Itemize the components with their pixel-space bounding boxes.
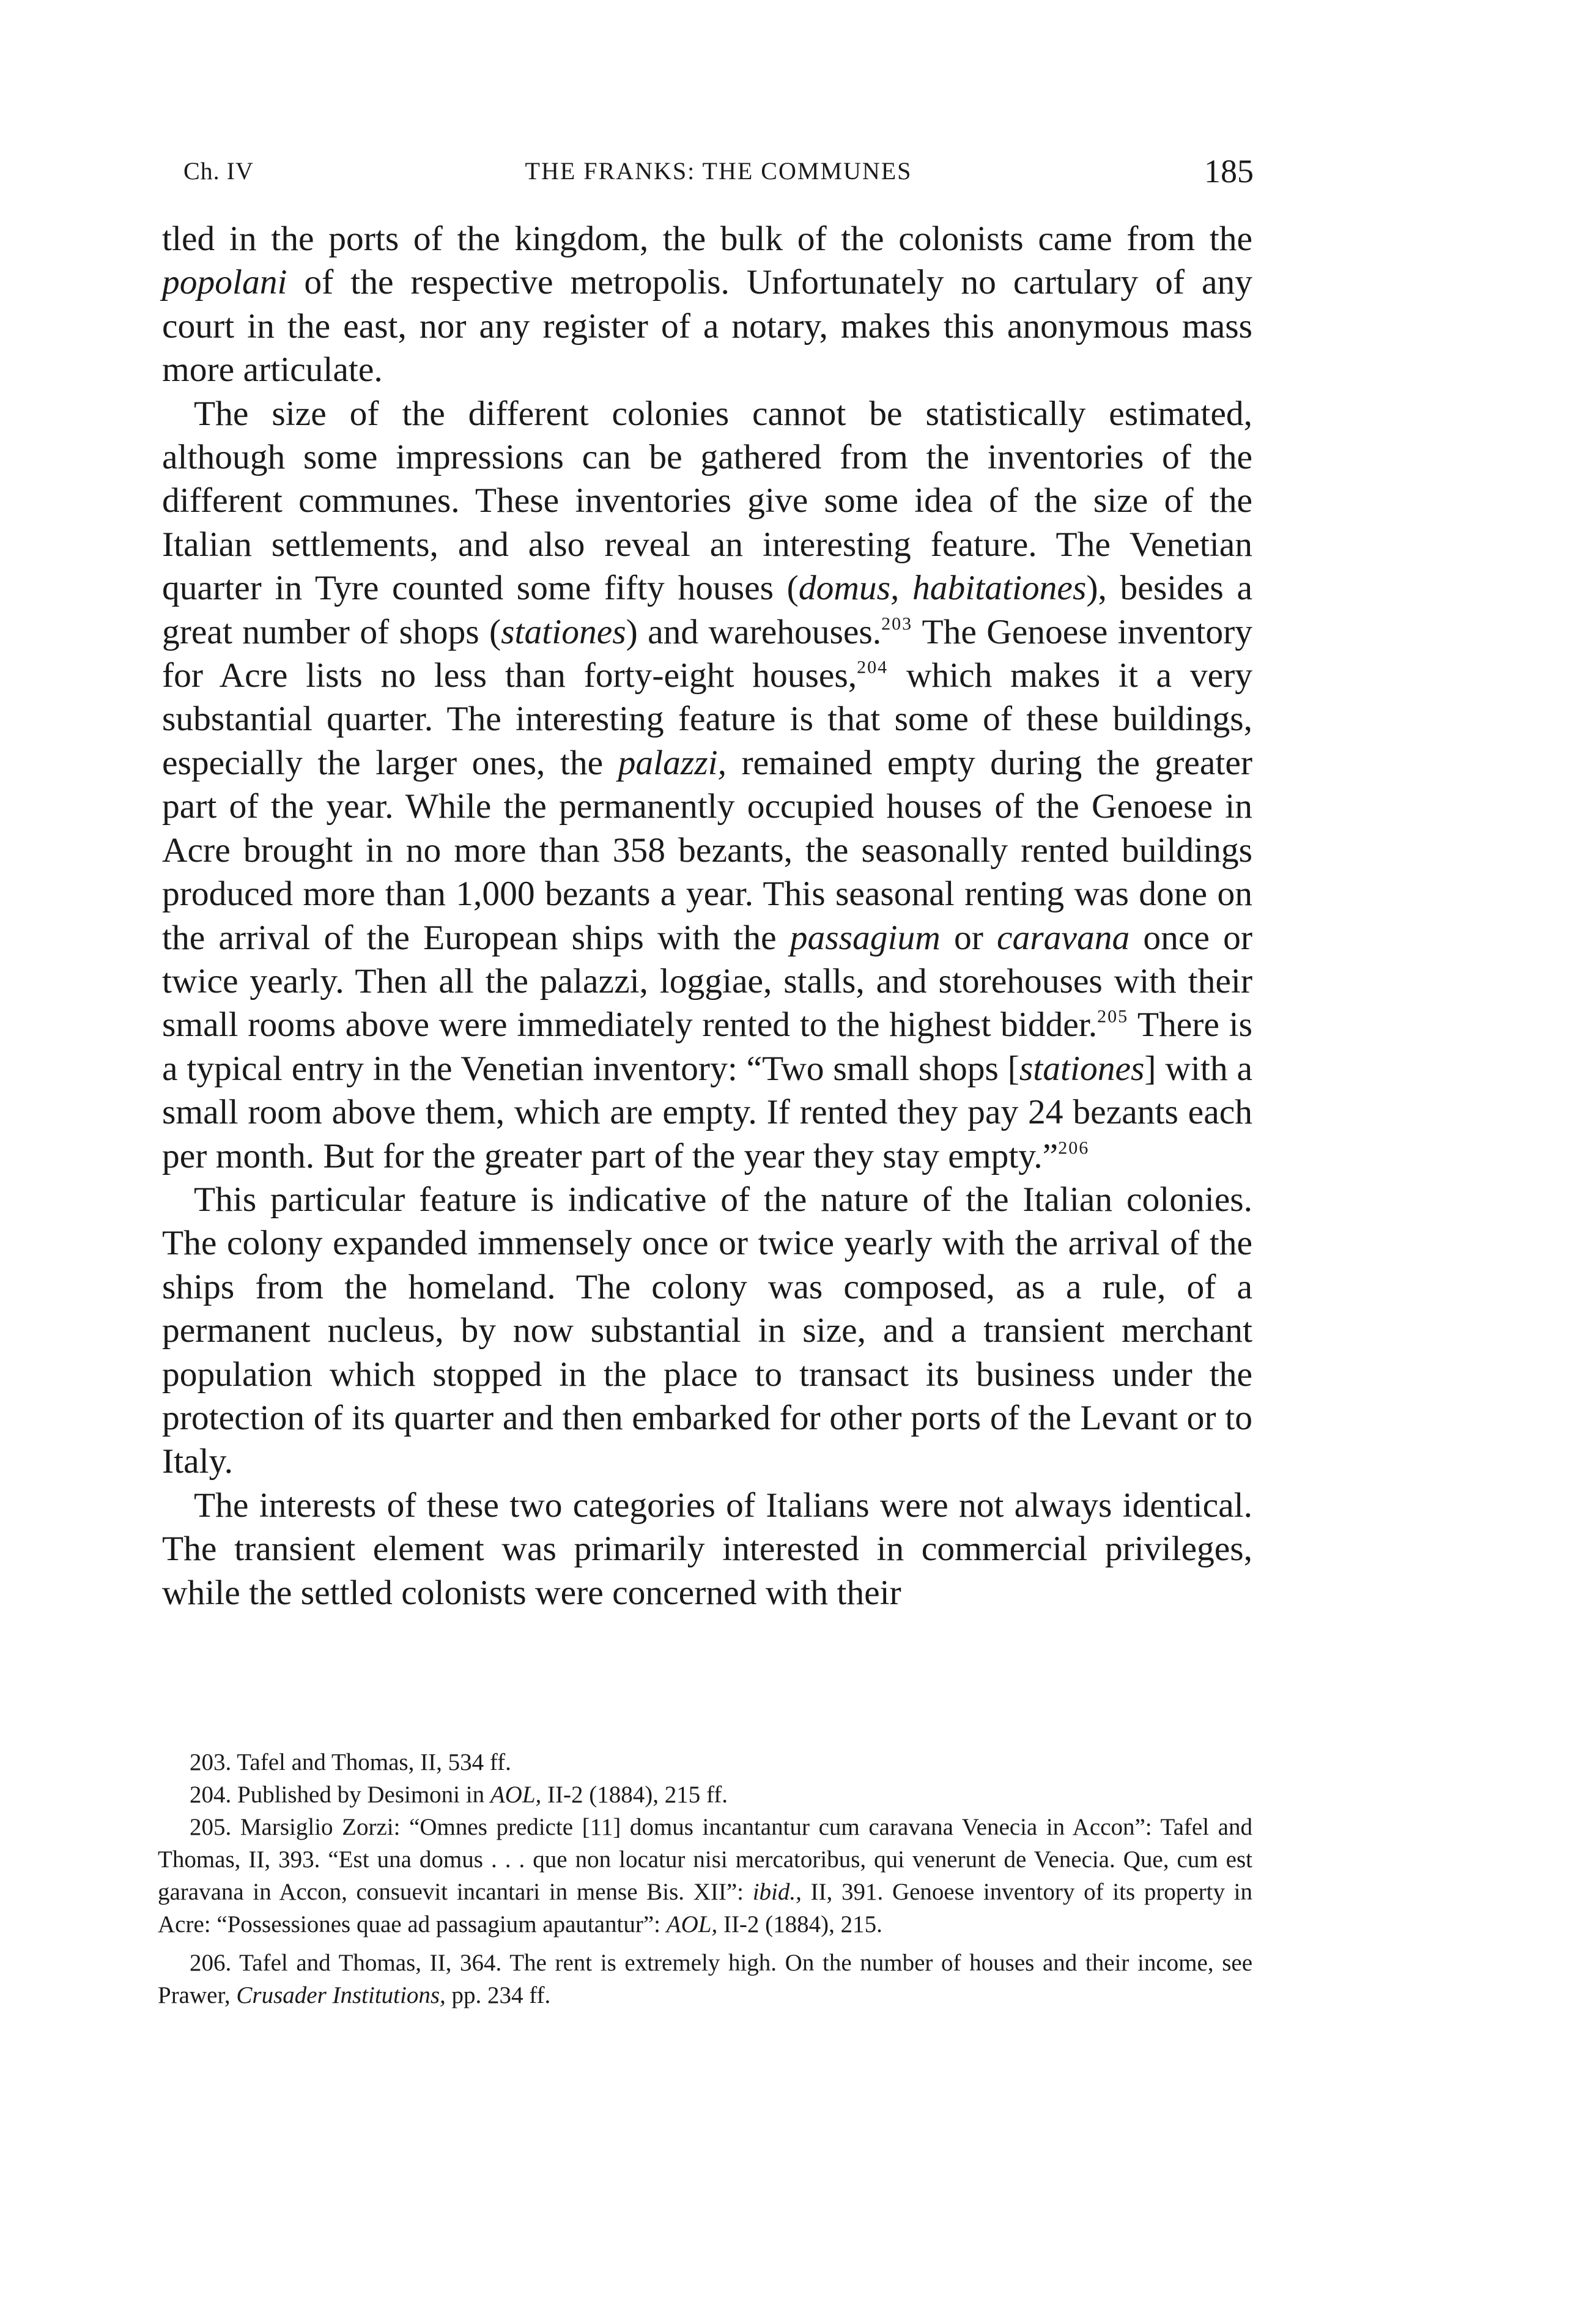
text-run: 203. Tafel and Thomas, II, 534 ff. xyxy=(190,1749,511,1775)
text-run: remained empty during the greater part of the year. While the permanently occupied houses of the Genoese in Acre brought in no more than 358 bezants, the seasonally rented buildings produced more than 1,000 bezants a year. This seasonal renting was done on the arrival of the European ships with the xyxy=(162,743,1252,957)
paragraph xyxy=(162,1178,1252,1484)
footnote-205 xyxy=(158,1811,1252,1941)
text-run: The interests of these two categories of Italians were not always identical. The transient element was primarily interested in commercial privileges, while the settled colonists were concerned with their xyxy=(162,1486,1252,1612)
italic-text: AOL, xyxy=(490,1782,542,1808)
text-run: 206. Tafel and Thomas, II, 364. The rent is extremely high. On the number of houses and their income, see Prawer, xyxy=(158,1950,1252,2008)
text-run: once or twice yearly. Then all the palazzi, loggiae, stalls, and storehouses with their small rooms above were immediately rented to the highest bidder. xyxy=(162,918,1252,1045)
italic-text: ibid., xyxy=(752,1879,802,1905)
text-run: of the respective metropolis. Unfortunately no cartulary of any court in the east, nor any register of a notary, makes this anonymous mass more articulate. xyxy=(162,263,1252,390)
text-run: pp. 234 ff. xyxy=(445,1982,551,2008)
footnotes xyxy=(158,1746,1252,2011)
body-text xyxy=(162,217,1252,1615)
footnote-ref: 206 xyxy=(1058,1138,1090,1158)
running-title: THE FRANKS: THE COMMUNES xyxy=(525,157,912,185)
text-run: 204. Published by Desimoni in xyxy=(190,1782,490,1808)
text-run: The size of the different colonies cannot be statistically estimated, although some impressions can be gathered from the inventories of the different communes. These inventories give some idea of the size of the Italian settlements, and also reveal an interesting feature. The Venetian quarter in Tyre counted some fifty houses ( xyxy=(162,394,1252,608)
paragraph xyxy=(162,392,1252,1178)
footnote-206 xyxy=(158,1947,1252,2011)
text-run: ) and warehouses. xyxy=(626,612,882,651)
text-run: This particular feature is indicative of the nature of the Italian colonies. The colony expanded immensely once or twice yearly with the arrival of the ships from the homeland. The colony was composed, as a rule, of a permanent nucleus, by now substantial in size, and a transient merchant population which stopped in the place to transact its business under the protection of its quarter and then embarked for other ports of the Levant or to Italy. xyxy=(162,1180,1252,1481)
running-head xyxy=(183,153,1254,190)
footnote-204 xyxy=(158,1778,1252,1811)
italic-text: stationes xyxy=(501,612,626,651)
text-run: ] with a small room above them, which are empty. If rented they pay 24 bezants each per month. But for the greater part of the year they stay empty.” xyxy=(162,1049,1252,1175)
text-run: tled in the ports of the kingdom, the bulk of the colonists came from the xyxy=(162,220,1252,258)
text-run: or xyxy=(940,918,997,957)
footnote-ref: 203 xyxy=(881,613,913,634)
text-run: which makes it a very substantial quarter. The interesting feature is that some of these buildings, especially the larger ones, the xyxy=(162,656,1252,782)
chapter-label: Ch. IV xyxy=(183,157,254,185)
italic-text: caravana xyxy=(997,918,1130,957)
paragraph xyxy=(162,217,1252,392)
italic-text: popolani xyxy=(162,263,287,302)
italic-text: Crusader Institutions, xyxy=(236,1982,446,2008)
italic-text: AOL, xyxy=(666,1911,718,1937)
italic-text: passagium xyxy=(789,918,941,957)
text-run: II-2 (1884), 215. xyxy=(717,1911,882,1937)
italic-text: domus, habitationes xyxy=(798,569,1087,608)
text-run: II-2 (1884), 215 ff. xyxy=(541,1782,728,1808)
text-run: ), besides a great number of shops ( xyxy=(162,569,1253,651)
text-run: There is a typical entry in the Venetian inventory: “Two small shops [ xyxy=(162,1005,1252,1088)
paragraph xyxy=(162,1484,1252,1615)
text-run: II, 391. Genoese inventory of its property in Acre: “Possessiones quae ad passagium apautantur”: xyxy=(158,1879,1252,1937)
text-run: 205. Marsiglio Zorzi: “Omnes predicte [11] domus incantantur cum caravana Venecia in Accon”: Tafel and Thomas, II, 393. “Est una domus . . . que non locatur nisi mercatoribus, qui venerunt de Venecia. Que, cum est garavana in Accon, consuevit incantari in mense Bis. XII”: xyxy=(158,1814,1252,1905)
footnote-203 xyxy=(158,1746,1252,1778)
footnote-ref: 204 xyxy=(857,657,889,678)
italic-text: stationes xyxy=(1019,1049,1145,1088)
footnote-ref: 205 xyxy=(1097,1006,1129,1027)
page-number: 185 xyxy=(1204,153,1254,190)
text-run: The Genoese inventory for Acre lists no less than forty-eight houses, xyxy=(162,612,1252,695)
italic-text: palazzi, xyxy=(618,743,727,782)
